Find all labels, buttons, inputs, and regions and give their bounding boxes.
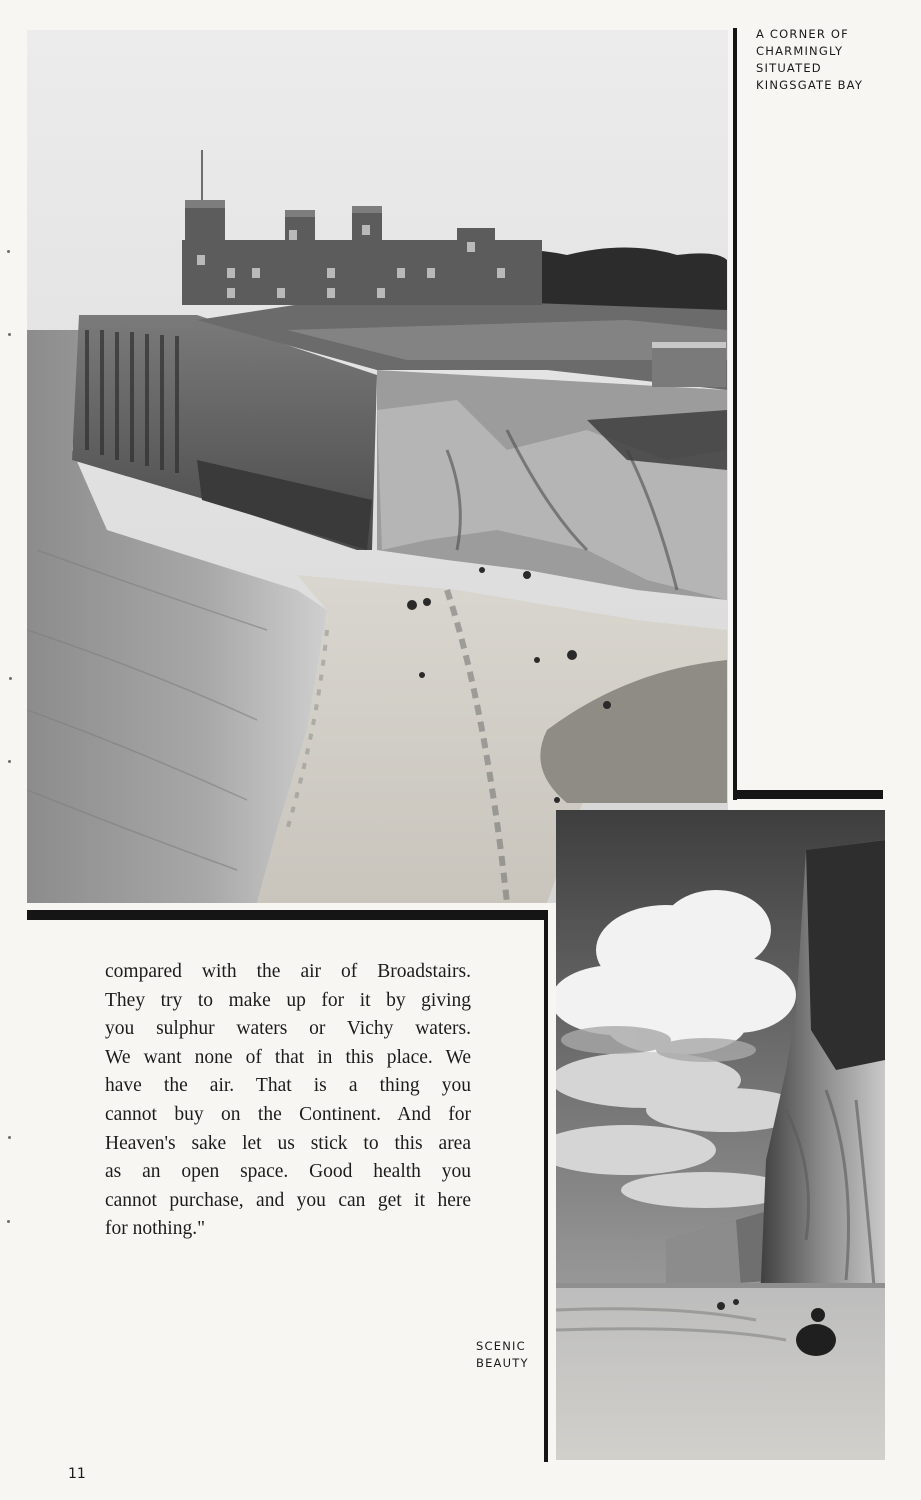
article-paragraph	[105, 958, 471, 1244]
text-line: They try to make up for it by giving	[105, 989, 471, 1011]
kingsgate-bay-photo	[27, 30, 728, 903]
text-line: cannot purchase, and you can get it here	[105, 1189, 471, 1211]
bottom-photo-caption	[476, 1338, 529, 1372]
page-number: 11	[68, 1466, 86, 1482]
caption-line: SITUATED	[756, 61, 822, 75]
text-line: We want none of that in this place. We	[105, 1046, 471, 1068]
caption-line: SCENIC	[476, 1339, 526, 1353]
margin-speck	[8, 1136, 11, 1139]
caption-line: CHARMINGLY	[756, 44, 844, 58]
vertical-rule-top	[733, 28, 737, 800]
text-line: compared with the air of Broadstairs.	[105, 961, 471, 982]
vertical-rule-bottom	[544, 910, 548, 1462]
text-line: as an open space. Good health you	[105, 1161, 471, 1183]
margin-speck	[9, 677, 12, 680]
margin-speck	[8, 333, 11, 336]
text-line: you sulphur waters or Vichy waters.	[105, 1018, 471, 1040]
castle-cliff-beach-photo-icon	[27, 30, 728, 903]
margin-speck	[7, 1220, 10, 1223]
text-line: Heaven's sake let us stick to this area	[105, 1132, 471, 1154]
scenic-beauty-photo	[556, 810, 885, 1460]
text-line: have the air. That is a thing you	[105, 1075, 471, 1097]
caption-line: A CORNER OF	[756, 27, 849, 41]
caption-line: KINGSGATE BAY	[756, 78, 864, 92]
margin-speck	[8, 760, 11, 763]
cloudy-sky-chalk-cliff-photo-icon	[556, 810, 885, 1460]
text-line: cannot buy on the Continent. And for	[105, 1103, 471, 1125]
caption-line: BEAUTY	[476, 1356, 529, 1370]
horizontal-rule-left	[27, 910, 546, 920]
margin-speck	[7, 250, 10, 253]
top-photo-caption	[756, 26, 863, 94]
text-line: for nothing."	[105, 1218, 206, 1240]
horizontal-rule-right	[733, 790, 883, 799]
